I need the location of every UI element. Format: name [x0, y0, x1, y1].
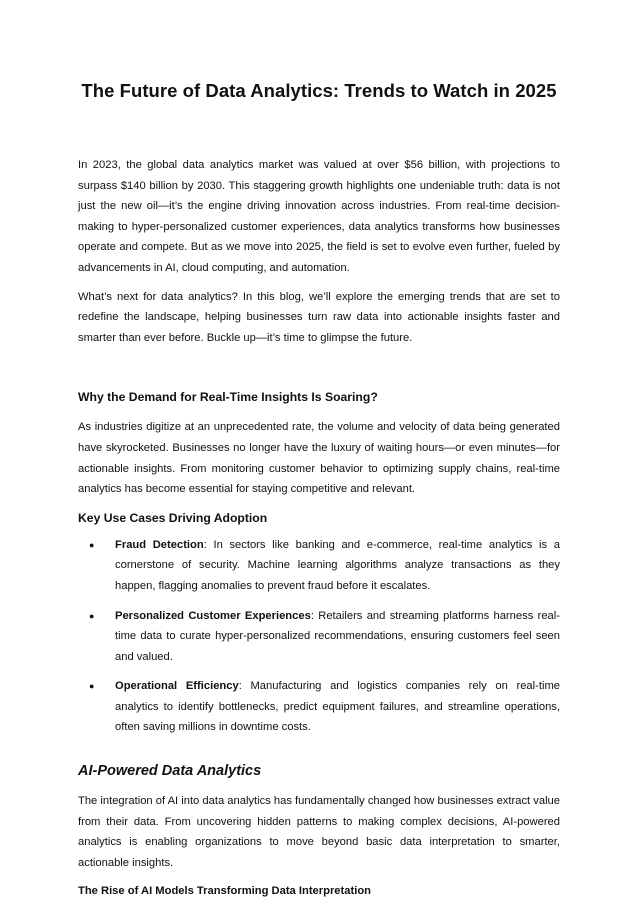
- subheading-rise-of-ai-models: The Rise of AI Models Transforming Data Interpretation: [78, 885, 371, 898]
- intro-paragraph-whats-next: What’s next for data analytics? In this blog, we’ll explore the emerging trends that are set to redefine the landscape, helping businesses turn raw data into actionable insights faster and smarter than ever before. Buckle up—it’s time to glimpse the future.: [78, 290, 560, 344]
- use-cases-list: [78, 535, 560, 738]
- bullet-icon: ●: [89, 681, 95, 692]
- intro-paragraph-market: In 2023, the global data analytics market was valued at over $56 billion, with projections to surpass $140 billion by 2030. This staggering growth highlights one undeniable truth: data is not just the new oil—it’s the engine driving innovation across industries. From real-time decision-making to hyper-personalized customer experiences, data analytics transforms how businesses operate and compete. But as we move into 2025, the field is set to evolve even further, fueled by advancements in AI, cloud computing, and automation.: [78, 159, 560, 274]
- section-paragraph-ai-powered-analytics: The integration of AI into data analytics has fundamentally changed how businesses extract value from their data. From uncovering hidden patterns to making complex decisions, AI-powered analytics is enabling organizations to move beyond basic data interpretation to smarter, actionable insights.: [78, 795, 560, 869]
- list-item-text: : Retailers and streaming platforms harness real-time data to curate hyper-personalized recommendations, ensuring customers feel seen and valued.: [115, 609, 560, 663]
- bullet-icon: ●: [89, 539, 95, 550]
- section-paragraph-real-time-demand: As industries digitize at an unprecedented rate, the volume and velocity of data being generated have skyrocketed. Businesses no longer have the luxury of waiting hours—or even minutes—for actionable insights. From monitoring customer behavior to optimizing supply chains, real-time analytics has become essential for staying competitive and relevant.: [78, 421, 560, 496]
- list-item-text: : In sectors like banking and e-commerce, real-time analytics is a cornerstone of security. Machine learning algorithms analyze transactions as they happen, flagging anomalies to prevent fraud before it escalates.: [115, 538, 560, 592]
- list-item-personalized-experiences: [78, 606, 560, 668]
- list-item-term: Fraud Detection: [115, 538, 204, 551]
- section-heading-real-time-demand: Why the Demand for Real-Time Insights Is Soaring?: [78, 390, 378, 405]
- list-item-text: : Manufacturing and logistics companies rely on real-time analytics to identify bottlenecks, predict equipment failures, and streamline operations, often saving millions in downtime costs.: [115, 680, 560, 734]
- document-title: The Future of Data Analytics: Trends to Watch in 2025: [81, 80, 557, 101]
- list-item-term: Operational Efficiency: [115, 680, 239, 693]
- section-heading-key-use-cases: Key Use Cases Driving Adoption: [78, 510, 268, 525]
- bullet-icon: ●: [89, 610, 95, 621]
- section-heading-ai-powered-analytics: AI-Powered Data Analytics: [78, 763, 262, 780]
- list-item-fraud-detection: [78, 535, 560, 597]
- list-item-operational-efficiency: [78, 676, 560, 738]
- list-item-term: Personalized Customer Experiences: [115, 609, 311, 622]
